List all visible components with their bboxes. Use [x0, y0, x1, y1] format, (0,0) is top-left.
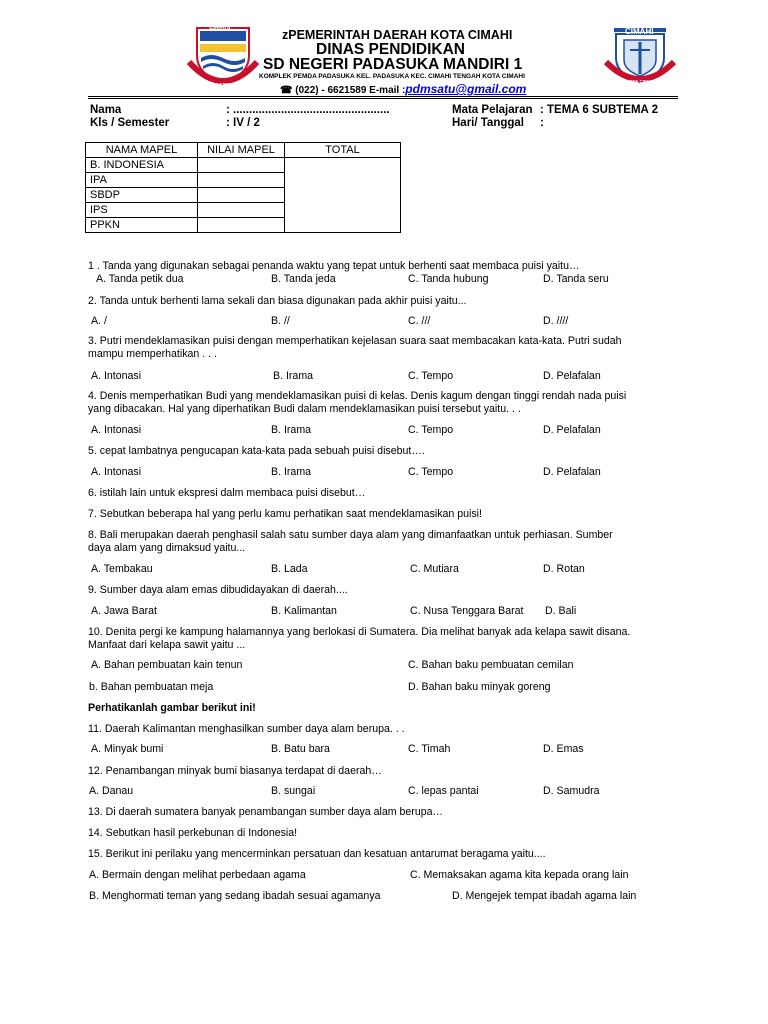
hari-label: Hari/ Tanggal — [452, 117, 524, 129]
header-total: TOTAL — [285, 143, 401, 158]
subject-score-cell[interactable] — [198, 188, 285, 203]
option-9c: C. Nusa Tenggara Barat — [410, 605, 524, 617]
subject-name: SBDP — [86, 188, 198, 203]
option-1c: C. Tanda hubung — [408, 273, 489, 285]
option-10b: b. Bahan pembuatan meja — [89, 681, 214, 693]
option-9a: A. Jawa Barat — [91, 605, 157, 617]
option-15c: C. Memaksakan agama kita kepada orang lain — [410, 869, 629, 881]
option-5b: B. Irama — [271, 466, 312, 478]
option-8a: A. Tembakau — [91, 563, 153, 575]
option-10a: A. Bahan pembuatan kain tenun — [91, 659, 243, 671]
nama-label: Nama — [90, 104, 122, 116]
subject-name: PPKN — [86, 218, 198, 233]
score-table-header — [86, 143, 401, 158]
option-12b: B. sungai — [271, 785, 316, 797]
logo-left-motto: KOTA CIMAHI — [206, 82, 236, 87]
question-3-cont: mampu memperhatikan . . . — [88, 348, 217, 360]
option-4c: C. Tempo — [408, 424, 454, 436]
kls-label: Kls / Semester — [90, 117, 170, 129]
logo-right-motto: KOTA CIMAHI — [626, 79, 656, 84]
total-score-cell[interactable] — [285, 158, 401, 233]
subject-name: IPA — [86, 173, 198, 188]
picture-instruction: Perhatikanlah gambar berikut ini! — [88, 702, 256, 714]
header-phone: ☎ (022) - 6621589 E-mail : — [280, 85, 406, 96]
question-15: 15. Berikut ini perilaku yang mencerminkan persatuan dan kesatuan antarumat beragama yaitu.... — [88, 848, 546, 860]
option-5d: D. Pelafalan — [543, 466, 601, 478]
header-contact — [280, 82, 526, 96]
option-11b: B. Batu bara — [271, 743, 330, 755]
score-table — [85, 142, 401, 233]
option-3b: B. Irama — [273, 370, 314, 382]
mapel-label: Mata Pelajaran — [452, 104, 533, 116]
option-3c: C. Tempo — [408, 370, 454, 382]
option-3a: A. Intonasi — [91, 370, 142, 382]
question-4: 4. Denis memperhatikan Budi yang mendeklamasikan puisi di kelas. Denis kagum dengan tinggi rendah nada puisi — [88, 390, 627, 402]
question-13: 13. Di daerah sumatera banyak penambangan sumber daya alam berupa… — [88, 806, 444, 818]
question-10-cont: Manfaat dari kelapa sawit yaitu ... — [88, 639, 246, 651]
option-4b: B. Irama — [271, 424, 312, 436]
logo-left-text: CIMAHI — [209, 25, 231, 31]
subject-name: IPS — [86, 203, 198, 218]
question-6: 6. istilah lain untuk ekspresi dalm membaca puisi disebut… — [88, 487, 366, 499]
question-12: 12. Penambangan minyak bumi biasanya terdapat di daerah… — [88, 765, 382, 777]
kls-value: : IV / 2 — [226, 117, 260, 129]
option-5c: C. Tempo — [408, 466, 454, 478]
mapel-value: : TEMA 6 SUBTEMA 2 — [540, 104, 658, 116]
question-4-cont: yang dibacakan. Hal yang diperhatikan Budi dalam mendeklamasikan puisi tersebut yaitu. . . — [88, 403, 521, 415]
question-7: 7. Sebutkan beberapa hal yang perlu kamu perhatikan saat mendeklamasikan puisi! — [88, 508, 482, 520]
option-1d: D. Tanda seru — [543, 273, 609, 285]
option-4a: A. Intonasi — [91, 424, 142, 436]
header-department: DINAS PENDIDIKAN — [316, 41, 465, 58]
option-4d: D. Pelafalan — [543, 424, 601, 436]
option-2c: C. /// — [408, 315, 431, 327]
score-row — [86, 158, 401, 173]
option-2a: A. / — [91, 315, 107, 327]
option-3d: D. Pelafalan — [543, 370, 601, 382]
subject-score-cell[interactable] — [198, 218, 285, 233]
header-divider-top — [88, 96, 678, 97]
subject-score-cell[interactable] — [198, 173, 285, 188]
header-school-name: SD NEGERI PADASUKA MANDIRI 1 — [263, 56, 523, 73]
question-3: 3. Putri mendeklamasikan puisi dengan memperhatikan kejelasan suara saat membacakan kata-kata. Putri sudah — [88, 335, 622, 347]
option-9d: D. Bali — [545, 605, 577, 617]
question-2: 2. Tanda untuk berhenti lama sekali dan biasa digunakan pada akhir puisi yaitu... — [88, 295, 467, 307]
subject-name: B. INDONESIA — [86, 158, 198, 173]
question-5: 5. cepat lambatnya pengucapan kata-kata pada sebuah puisi disebut…. — [88, 445, 425, 457]
option-2d: D. //// — [543, 315, 569, 327]
option-12d: D. Samudra — [543, 785, 600, 797]
option-15a: A. Bermain dengan melihat perbedaan agama — [89, 869, 306, 881]
nama-value: : ................................................. — [226, 104, 390, 116]
option-10c: C. Bahan baku pembuatan cemilan — [408, 659, 574, 671]
header-address: KOMPLEK PEMDA PADASUKA KEL. PADASUKA KEC. CIMAHI TENGAH KOTA CIMAHI — [259, 73, 525, 80]
option-11d: D. Emas — [543, 743, 584, 755]
header-government: zPEMERINTAH DAERAH KOTA CIMAHI — [282, 28, 513, 42]
question-9: 9. Sumber daya alam emas dibudidayakan di daerah.... — [88, 584, 348, 596]
question-14: 14. Sebutkan hasil perkebunan di Indonesia! — [88, 827, 298, 839]
option-2b: B. // — [271, 315, 290, 327]
option-1a: A. Tanda petik dua — [96, 273, 184, 285]
option-5a: A. Intonasi — [91, 466, 142, 478]
hari-value: : — [540, 117, 544, 129]
option-15d: D. Mengejek tempat ibadah agama lain — [452, 890, 637, 902]
option-12c: C. lepas pantai — [408, 785, 479, 797]
option-11c: C. Timah — [408, 743, 451, 755]
option-15b: B. Menghormati teman yang sedang ibadah sesuai agamanya — [89, 890, 381, 902]
option-1b: B. Tanda jeda — [271, 273, 336, 285]
logo-right-text: CIMAHI — [625, 27, 654, 36]
option-8c: C. Mutiara — [410, 563, 459, 575]
header-nama-mapel: NAMA MAPEL — [86, 143, 198, 158]
question-1: 1 . Tanda yang digunakan sebagai penanda waktu yang tepat untuk berhenti saat membaca puisi yaitu… — [88, 260, 580, 272]
subject-score-cell[interactable] — [198, 158, 285, 173]
question-8-cont: daya alam yang dimaksud yaitu... — [88, 542, 246, 554]
question-10: 10. Denita pergi ke kampung halamannya yang berlokasi di Sumatera. Dia melihat banyak ada kelapa sawit disana. — [88, 626, 631, 638]
option-8d: D. Rotan — [543, 563, 585, 575]
cimahi-city-logo-left — [185, 22, 261, 88]
header-email-link[interactable]: pdmsatu@gmail.com — [405, 82, 527, 96]
question-11: 11. Daerah Kalimantan menghasilkan sumber daya alam berupa. . . — [88, 723, 405, 735]
question-8: 8. Bali merupakan daerah penghasil salah satu sumber daya alam yang dimanfaatkan untuk perhiasan. Sumber — [88, 529, 613, 541]
option-9b: B. Kalimantan — [271, 605, 337, 617]
option-11a: A. Minyak bumi — [91, 743, 164, 755]
option-10d: D. Bahan baku minyak goreng — [408, 681, 551, 693]
option-12a: A. Danau — [89, 785, 134, 797]
subject-score-cell[interactable] — [198, 203, 285, 218]
header-divider-bottom — [88, 98, 678, 99]
header-nilai-mapel: NILAI MAPEL — [198, 143, 285, 158]
option-8b: B. Lada — [271, 563, 308, 575]
